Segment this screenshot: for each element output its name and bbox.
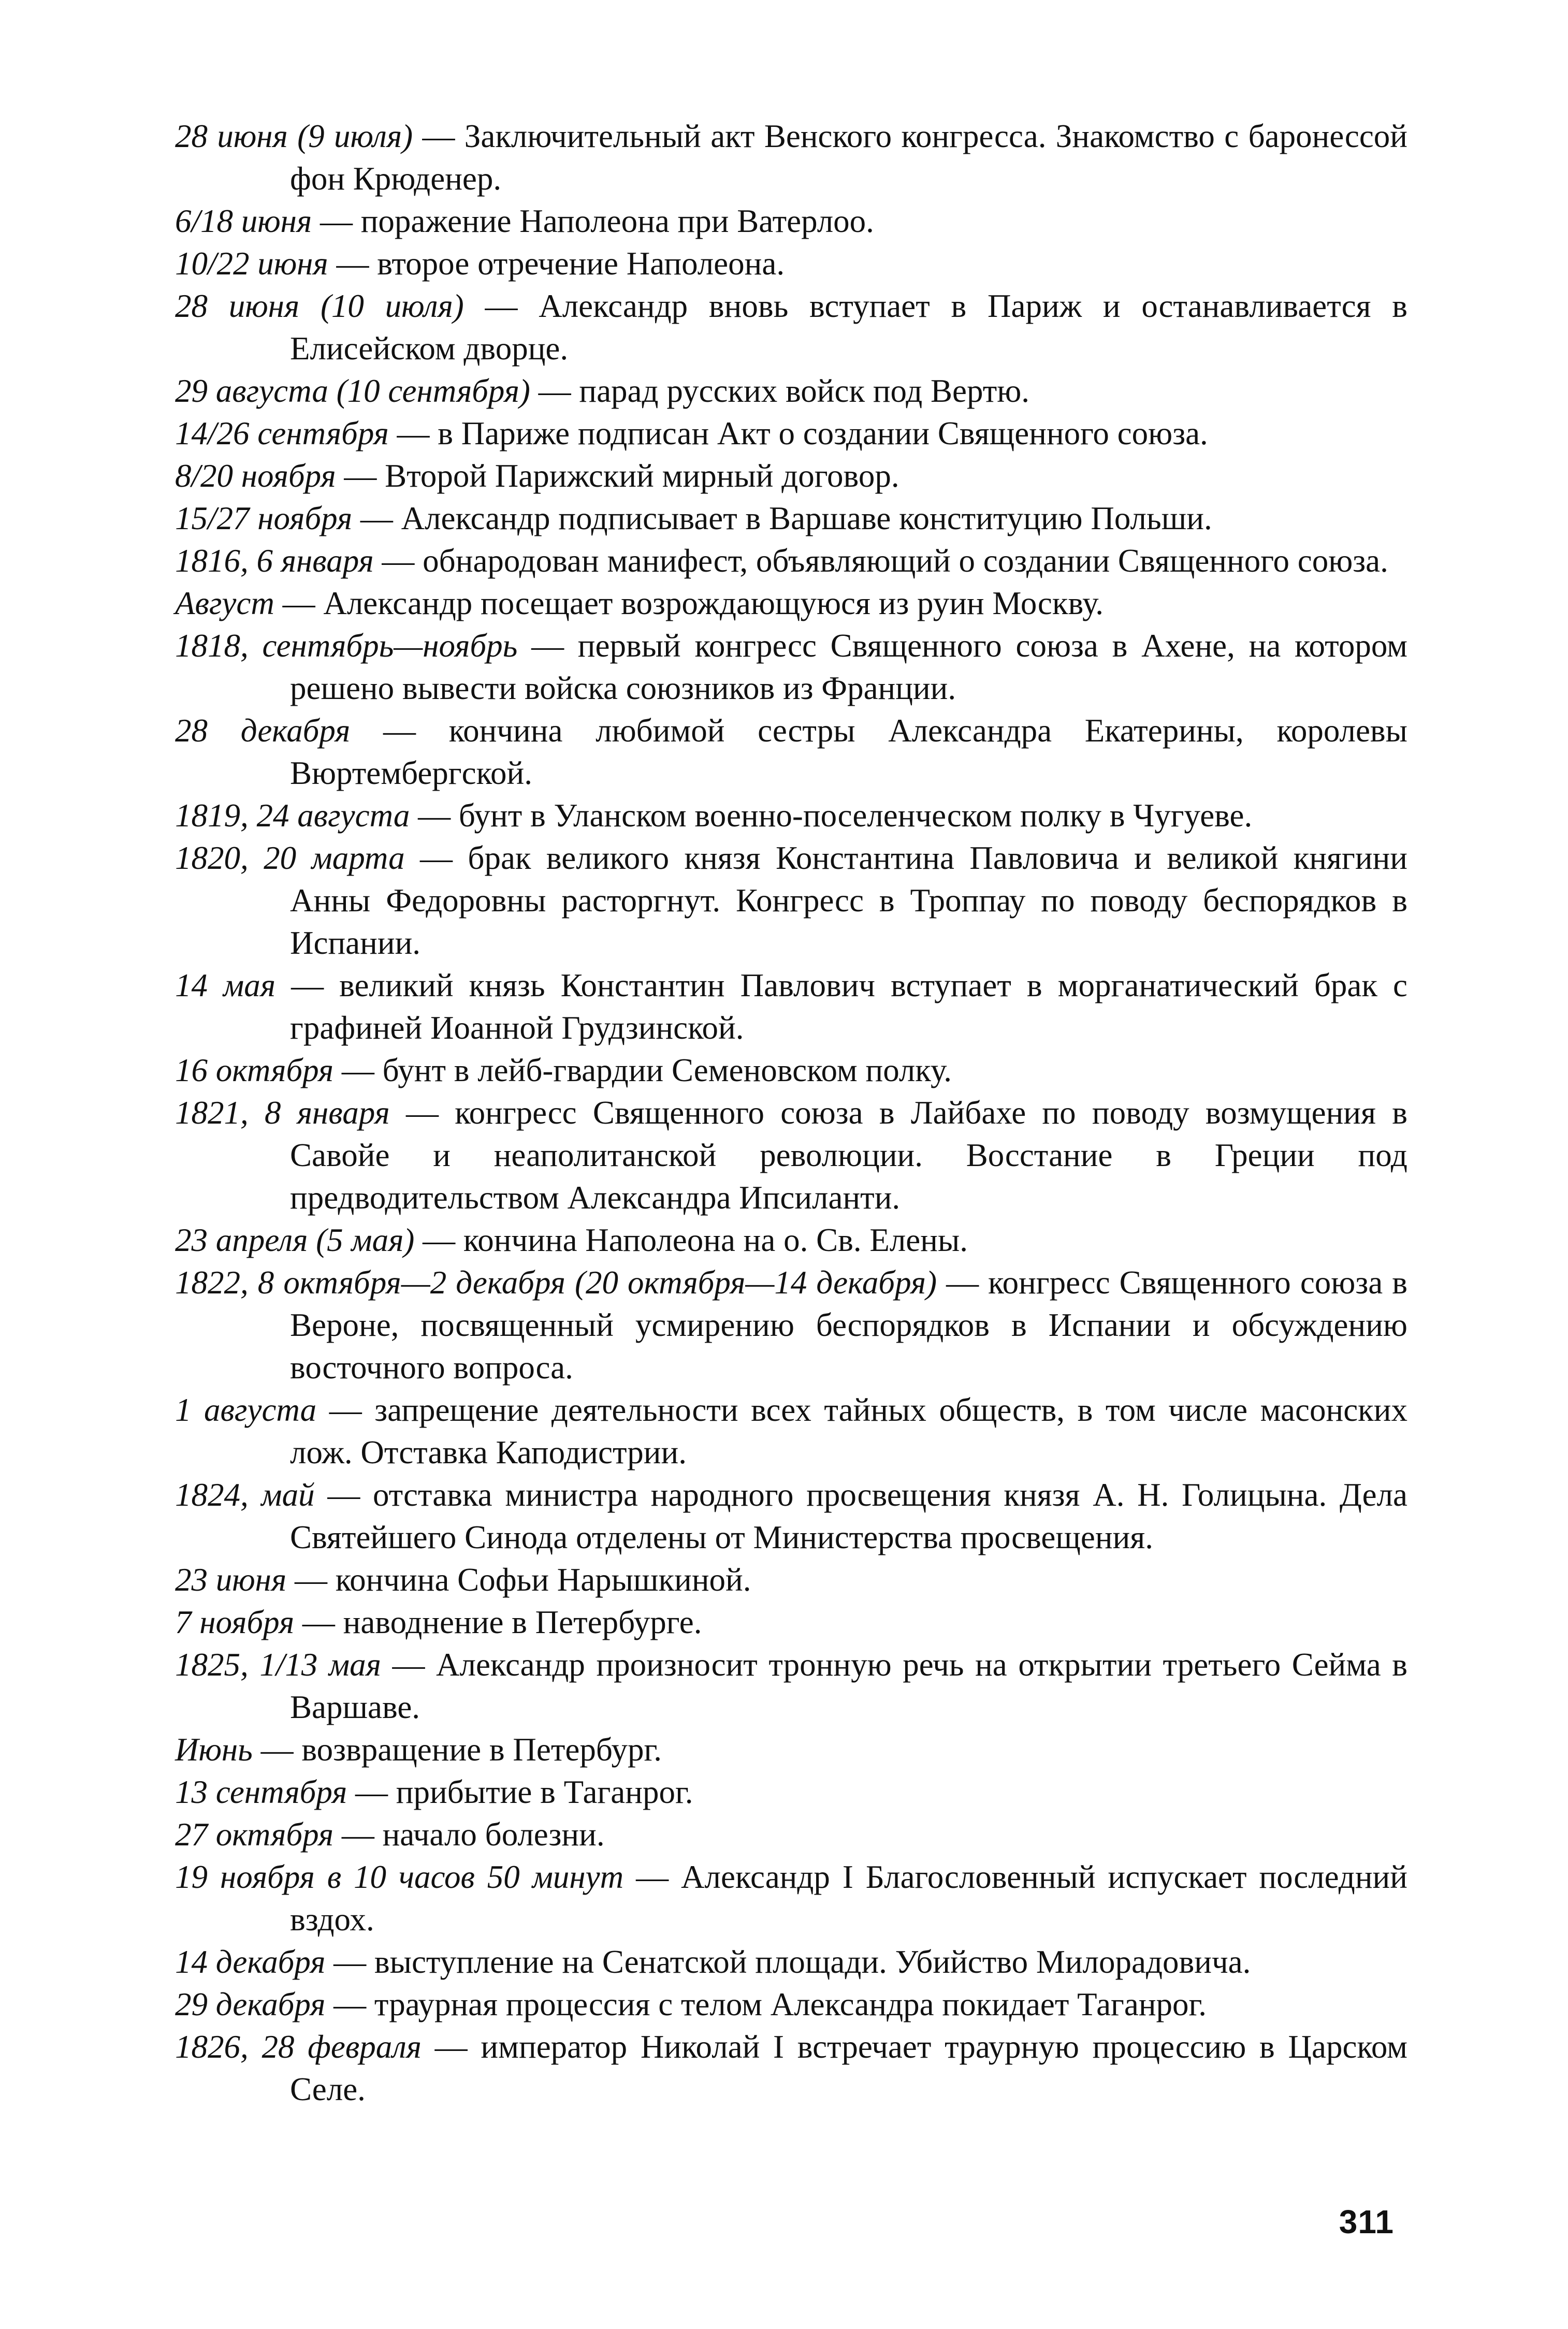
- entry-date: 6/18 июня: [175, 203, 312, 239]
- chronology-entry: [175, 1643, 1407, 1728]
- entry-text: — Александр посещает возрождающуюся из руин Москву.: [274, 585, 1104, 621]
- chronology-page: [175, 115, 1407, 2110]
- chronology-entry: [175, 1601, 1407, 1643]
- chronology-entry: [175, 1049, 1407, 1091]
- entry-text: — Александр произносит тронную речь на открытии третьего Сейма в Варшаве.: [290, 1647, 1407, 1725]
- entry-text: — парад русских войск под Вертю.: [530, 373, 1030, 409]
- entry-date: 1816, 6 января: [175, 543, 374, 579]
- entry-text: — кончина любимой сестры Александра Екатерины, королевы Вюртембергской.: [290, 712, 1408, 791]
- chronology-entry: [175, 1261, 1407, 1389]
- entry-date: 28 июня (10 июля): [175, 288, 464, 324]
- chronology-entry: [175, 1389, 1407, 1474]
- entry-date: 14 декабря: [175, 1944, 326, 1980]
- entry-text: — запрещение деятельности всех тайных обществ, в том числе масонских лож. Отставка Каподистрии.: [290, 1392, 1407, 1471]
- chronology-entry: [175, 497, 1407, 540]
- entry-date: 19 ноября в 10 часов 50 минут: [175, 1859, 624, 1895]
- entry-date: 23 июня: [175, 1562, 287, 1598]
- entry-date: 28 декабря: [175, 712, 351, 749]
- entry-text: — выступление на Сенатской площади. Убийство Милорадовича.: [325, 1944, 1251, 1980]
- entry-text: — первый конгресс Священного союза в Ахене, на котором решено вывести войска союзников из Франции.: [290, 628, 1407, 706]
- chronology-entry: [175, 1856, 1407, 1941]
- entry-date: 8/20 ноября: [175, 458, 336, 494]
- entry-text: — поражение Наполеона при Ватерлоо.: [312, 203, 874, 239]
- entry-text: — Александр подписывает в Варшаве конституцию Польши.: [352, 500, 1212, 536]
- chronology-entry: [175, 1559, 1407, 1601]
- entry-date: 28 июня (9 июля): [175, 118, 413, 154]
- chronology-entry: [175, 412, 1407, 455]
- entry-date: 1821, 8 января: [175, 1095, 390, 1131]
- entry-text: — бунт в лейб-гвардии Семеновском полку.: [333, 1052, 952, 1088]
- entry-text: — император Николай I встречает траурную процессию в Царском Селе.: [290, 2029, 1407, 2107]
- entry-text: — Александр I Благословенный испускает последний вздох.: [290, 1859, 1407, 1938]
- entry-date: 27 октября: [175, 1816, 334, 1853]
- entry-date: 7 ноября: [175, 1604, 295, 1640]
- chronology-entry: [175, 1983, 1407, 2026]
- chronology-entry: [175, 1474, 1407, 1559]
- chronology-entry: [175, 794, 1407, 837]
- entry-text: — прибытие в Таганрог.: [347, 1774, 693, 1810]
- page-number: 311: [1339, 2203, 1394, 2240]
- entry-date: 1 августа: [175, 1392, 317, 1428]
- entry-date: 23 апреля (5 мая): [175, 1222, 415, 1258]
- entry-date: 1825, 1/13 мая: [175, 1647, 381, 1683]
- entry-text: — конгресс Священного союза в Вероне, посвященный усмирению беспорядков в Испании и обсуждению восточного вопроса.: [290, 1264, 1407, 1386]
- entry-text: — брак великого князя Константина Павловича и великой княгини Анны Федоровны расторгнут. Конгресс в Троппау по поводу беспорядков в Испании.: [290, 840, 1408, 961]
- entry-text: — конгресс Священного союза в Лайбахе по поводу возмущения в Савойе и неаполитанской революции. Восстание в Греции под предводительством Александра Ипсиланти.: [290, 1095, 1407, 1216]
- chronology-entry: [175, 709, 1407, 794]
- entry-text: — в Париже подписан Акт о создании Священного союза.: [388, 415, 1208, 452]
- chronology-entry: [175, 1219, 1407, 1261]
- chronology-entry: [175, 370, 1407, 412]
- chronology-entry: [175, 624, 1407, 709]
- chronology-list: [175, 115, 1407, 2110]
- chronology-entry: [175, 837, 1407, 964]
- entry-text: — обнародован манифест, объявляющий о создании Священного союза.: [373, 543, 1388, 579]
- entry-date: 29 августа (10 сентября): [175, 373, 530, 409]
- entry-text: — Второй Парижский мирный договор.: [336, 458, 899, 494]
- entry-date: 16 октября: [175, 1052, 334, 1088]
- entry-text: — великий князь Константин Павлович вступает в морганатический брак с графиней Иоанной Грудзинской.: [275, 967, 1407, 1046]
- chronology-entry: [175, 1941, 1407, 1983]
- entry-date: 1826, 28 февраля: [175, 2029, 422, 2065]
- entry-date: 14 мая: [175, 967, 276, 1003]
- entry-text: — наводнение в Петербурге.: [294, 1604, 702, 1640]
- entry-date: 15/27 ноября: [175, 500, 353, 536]
- entry-text: — Александр вновь вступает в Париж и останавливается в Елисейском дворце.: [290, 288, 1407, 367]
- chronology-entry: [175, 2026, 1407, 2110]
- entry-text: — траурная процессия с телом Александра покидает Таганрог.: [325, 1986, 1207, 2022]
- entry-date: 1822, 8 октября—2 декабря (20 октября—14 декабря): [175, 1264, 937, 1301]
- entry-text: — кончина Софьи Нарышкиной.: [286, 1562, 751, 1598]
- chronology-entry: [175, 964, 1407, 1049]
- entry-date: 1818, сентябрь—ноябрь: [175, 628, 518, 664]
- chronology-entry: [175, 1728, 1407, 1771]
- entry-text: — отставка министра народного просвещения князя А. Н. Голицына. Дела Святейшего Синода отделены от Министерства просвещения.: [290, 1477, 1407, 1555]
- entry-text: — бунт в Уланском военно-поселенческом полку в Чугуеве.: [410, 797, 1253, 834]
- entry-date: Июнь: [175, 1731, 253, 1768]
- entry-date: 1820, 20 марта: [175, 840, 405, 876]
- entry-date: 1824, май: [175, 1477, 315, 1513]
- chronology-entry: [175, 115, 1407, 200]
- entry-text: — Заключительный акт Венского конгресса. Знакомство с баронессой фон Крюденер.: [290, 118, 1407, 197]
- chronology-entry: [175, 1813, 1407, 1856]
- entry-text: — начало болезни.: [333, 1816, 605, 1853]
- entry-date: 29 декабря: [175, 1986, 326, 2022]
- entry-date: 1819, 24 августа: [175, 797, 410, 834]
- chronology-entry: [175, 1091, 1407, 1219]
- chronology-entry: [175, 200, 1407, 242]
- entry-date: Август: [175, 585, 274, 621]
- chronology-entry: [175, 285, 1407, 370]
- entry-text: — возвращение в Петербург.: [252, 1731, 662, 1768]
- entry-text: — кончина Наполеона на о. Св. Елены.: [414, 1222, 968, 1258]
- chronology-entry: [175, 540, 1407, 582]
- chronology-entry: [175, 582, 1407, 624]
- chronology-entry: [175, 455, 1407, 497]
- entry-date: 10/22 июня: [175, 245, 328, 282]
- entry-date: 13 сентября: [175, 1774, 347, 1810]
- entry-date: 14/26 сентября: [175, 415, 389, 452]
- chronology-entry: [175, 242, 1407, 285]
- entry-text: — второе отречение Наполеона.: [328, 245, 785, 282]
- chronology-entry: [175, 1771, 1407, 1813]
